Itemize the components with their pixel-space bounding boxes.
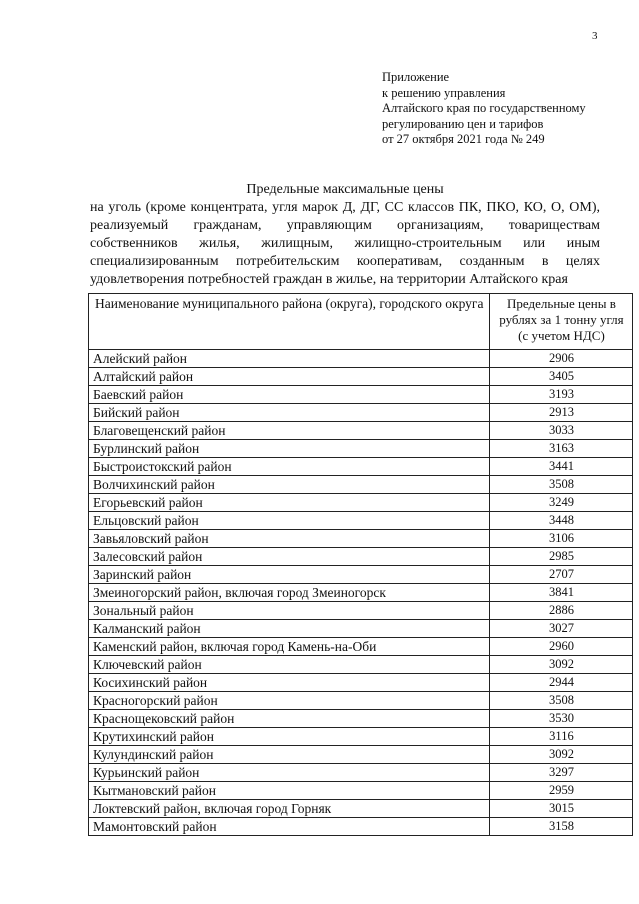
table-row bbox=[89, 692, 633, 710]
table-body bbox=[89, 350, 633, 836]
table-row bbox=[89, 620, 633, 638]
district-name-cell: Кытмановский район bbox=[89, 782, 490, 800]
price-cell: 3116 bbox=[490, 728, 633, 746]
table-row bbox=[89, 710, 633, 728]
table-row bbox=[89, 782, 633, 800]
table-row bbox=[89, 728, 633, 746]
price-cell: 3027 bbox=[490, 620, 633, 638]
price-cell: 3441 bbox=[490, 458, 633, 476]
price-cell: 2959 bbox=[490, 782, 633, 800]
table-row bbox=[89, 764, 633, 782]
district-name-cell: Ельцовский район bbox=[89, 512, 490, 530]
price-cell: 3158 bbox=[490, 818, 633, 836]
price-cell: 3249 bbox=[490, 494, 633, 512]
table-row bbox=[89, 368, 633, 386]
price-cell: 3033 bbox=[490, 422, 633, 440]
district-name-cell: Быстроистокский район bbox=[89, 458, 490, 476]
table-row bbox=[89, 674, 633, 692]
table-row bbox=[89, 350, 633, 368]
document-title bbox=[90, 181, 600, 289]
district-name-cell: Косихинский район bbox=[89, 674, 490, 692]
district-name-cell: Ключевский район bbox=[89, 656, 490, 674]
appendix-block bbox=[382, 70, 586, 148]
appendix-line: к решению управления bbox=[382, 85, 506, 100]
column-header-district: Наименование муниципального района (округа), городского округа bbox=[89, 294, 490, 350]
price-cell: 2960 bbox=[490, 638, 633, 656]
district-name-cell: Бурлинский район bbox=[89, 440, 490, 458]
district-name-cell: Мамонтовский район bbox=[89, 818, 490, 836]
district-name-cell: Змеиногорский район, включая город Змеиногорск bbox=[89, 584, 490, 602]
price-cell: 3405 bbox=[490, 368, 633, 386]
price-cell: 3193 bbox=[490, 386, 633, 404]
table-row bbox=[89, 440, 633, 458]
district-name-cell: Благовещенский район bbox=[89, 422, 490, 440]
district-name-cell: Баевский район bbox=[89, 386, 490, 404]
table-row bbox=[89, 422, 633, 440]
appendix-line: Приложение bbox=[382, 70, 450, 84]
appendix-line: регулированию цен и тарифов bbox=[382, 116, 544, 131]
table-row bbox=[89, 818, 633, 836]
table-row bbox=[89, 656, 633, 674]
price-cell: 2886 bbox=[490, 602, 633, 620]
table-row bbox=[89, 638, 633, 656]
table-row bbox=[89, 548, 633, 566]
price-cell: 3508 bbox=[490, 476, 633, 494]
table-row bbox=[89, 602, 633, 620]
district-name-cell: Егорьевский район bbox=[89, 494, 490, 512]
table-row bbox=[89, 494, 633, 512]
district-name-cell: Волчихинский район bbox=[89, 476, 490, 494]
price-cell: 3092 bbox=[490, 746, 633, 764]
price-cell: 3297 bbox=[490, 764, 633, 782]
district-name-cell: Заринский район bbox=[89, 566, 490, 584]
district-name-cell: Алейский район bbox=[89, 350, 490, 368]
table-row bbox=[89, 512, 633, 530]
price-cell: 2985 bbox=[490, 548, 633, 566]
title-heading: Предельные максимальные цены bbox=[246, 182, 444, 197]
district-name-cell: Бийский район bbox=[89, 404, 490, 422]
table-row bbox=[89, 530, 633, 548]
district-name-cell: Алтайский район bbox=[89, 368, 490, 386]
price-cell: 2913 bbox=[490, 404, 633, 422]
district-name-cell: Локтевский район, включая город Горняк bbox=[89, 800, 490, 818]
appendix-line: Алтайского края по государственному bbox=[382, 101, 586, 115]
title-description: на уголь (кроме концентрата, угля марок Д, ДГ, СС классов ПК, ПКО, КО, О, ОМ), реализуемый гражданам, управляющим организациям, товариществам собственников жилья, жилищным, жилищно-строительным или иным специализированным потребительским кооперативам, созданным в целях удовлетворения потребностей граждан в жилье, на территории Алтайского края bbox=[90, 200, 600, 287]
price-cell: 3015 bbox=[490, 800, 633, 818]
table-row bbox=[89, 404, 633, 422]
table-header-row bbox=[89, 294, 633, 350]
district-name-cell: Краснощековский район bbox=[89, 710, 490, 728]
district-name-cell: Курьинский район bbox=[89, 764, 490, 782]
price-cell: 2906 bbox=[490, 350, 633, 368]
district-name-cell: Каменский район, включая город Камень-на-Оби bbox=[89, 638, 490, 656]
price-cell: 3508 bbox=[490, 692, 633, 710]
table-row bbox=[89, 746, 633, 764]
table-row bbox=[89, 800, 633, 818]
price-cell: 3106 bbox=[490, 530, 633, 548]
price-cell: 3841 bbox=[490, 584, 633, 602]
district-name-cell: Залесовский район bbox=[89, 548, 490, 566]
price-cell: 3163 bbox=[490, 440, 633, 458]
price-cell: 2944 bbox=[490, 674, 633, 692]
district-name-cell: Красногорский район bbox=[89, 692, 490, 710]
price-cell: 2707 bbox=[490, 566, 633, 584]
district-name-cell: Завьяловский район bbox=[89, 530, 490, 548]
price-cell: 3448 bbox=[490, 512, 633, 530]
price-cell: 3530 bbox=[490, 710, 633, 728]
appendix-line: от 27 октября 2021 года № 249 bbox=[382, 132, 545, 146]
page-number: 3 bbox=[592, 30, 598, 42]
table-row bbox=[89, 458, 633, 476]
price-cell: 3092 bbox=[490, 656, 633, 674]
table-row bbox=[89, 476, 633, 494]
district-name-cell: Крутихинский район bbox=[89, 728, 490, 746]
price-table bbox=[88, 293, 633, 836]
table-row bbox=[89, 566, 633, 584]
column-header-price: Предельные цены в рублях за 1 тонну угля (с учетом НДС) bbox=[490, 294, 633, 350]
district-name-cell: Зональный район bbox=[89, 602, 490, 620]
district-name-cell: Калманский район bbox=[89, 620, 490, 638]
district-name-cell: Кулундинский район bbox=[89, 746, 490, 764]
table-row bbox=[89, 584, 633, 602]
table-row bbox=[89, 386, 633, 404]
